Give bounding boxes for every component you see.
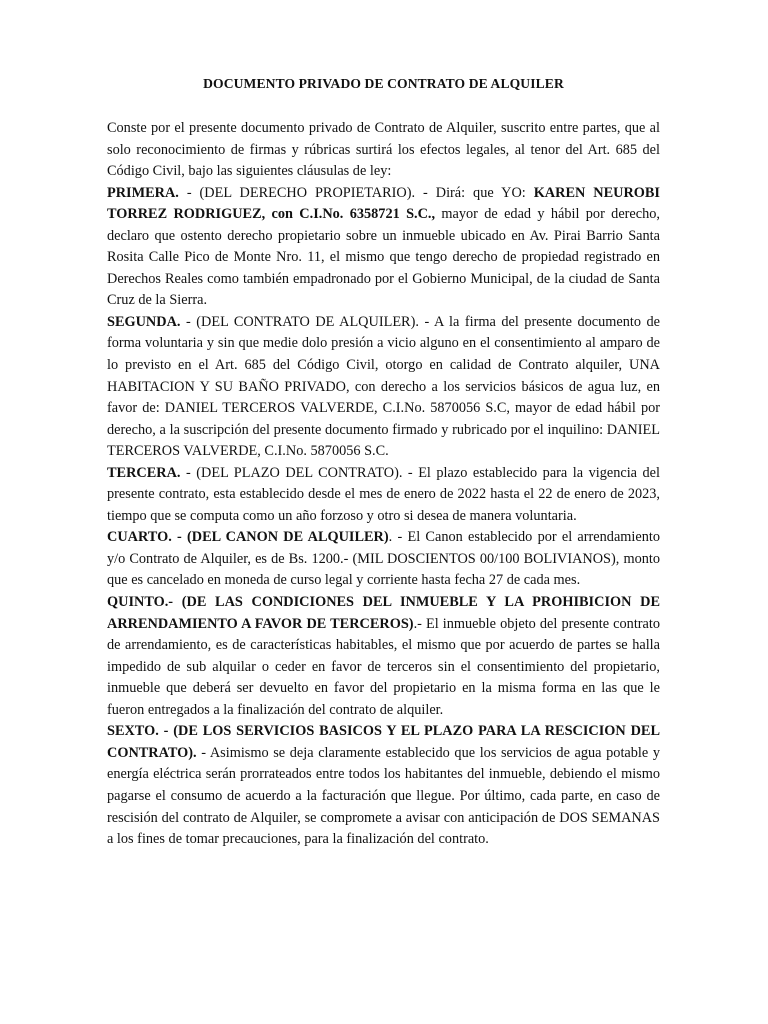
clause-tercera (107, 463, 660, 528)
clause-heading: QUINTO.- (DE LAS CONDICIONES DEL INMUEBLE Y LA PROHIBICION DE ARRENDAMIENTO A FAVOR DE TERCEROS) (107, 594, 660, 632)
clause-heading: CUARTO. - (DEL CANON DE ALQUILER) (107, 529, 389, 546)
clause-text: El Canon establecido por el arrendamiento y/o Contrato de Alquiler, es de Bs. 1200.- (MIL DOSCIENTOS 00/100 BOLIVIANOS), monto que es cancelado en moneda de curso legal y corriente hasta fecha 27 de cada mes. (107, 529, 660, 589)
intro-paragraph: Conste por el presente documento privado de Contrato de Alquiler, suscrito entre partes, que al solo reconocimiento de firmas y rúbricas surtirá los efectos legales, al tenor del Art. 685 del Código Civil, bajo las siguientes cláusulas de ley: (107, 120, 660, 180)
clause-text: El plazo establecido para la vigencia del presente contrato, esta establecido desde el mes de enero de 2022 hasta el 22 de enero de 2023, tiempo que se computa como un año forzoso y otro si desea de manera voluntaria. (107, 464, 660, 524)
clause-segunda (107, 312, 660, 463)
clause-text: Asimismo se deja claramente establecido que los servicios de agua potable y energía eléctrica serán prorrateados entre todos los habitantes del inmueble, debiendo el mismo pagarse el consumo de acuerdo a la facturación que llegue. Por último, cada parte, en caso de rescisión del contrato de Alquiler, se compromete a avisar con anticipación de DOS SEMANAS a los fines de tomar precauciones, para la finalización del contrato. (107, 744, 660, 848)
clause-bold-text: KAREN NEUROBI TORREZ RODRIGUEZ, con C.I.No. 6358721 S.C., (107, 184, 660, 223)
clause-cuarto (107, 527, 660, 592)
clause-primera (107, 183, 660, 312)
clause-subject: . - (388, 529, 408, 546)
clause-subject: - (196, 744, 210, 761)
clause-text: A la firma del presente documento de forma voluntaria y sin que medie dolo presión a vicio alguno en el consentimiento al amparo de lo previsto en el Art. 685 del Código Civil, otorgo en calidad de Contrato alquiler, UNA HABITACION Y SU BAÑO PRIVADO, con derecho a los servicios básicos de agua luz, en favor de: DANIEL TERCEROS VALVERDE, C.I.No. 5870056 S.C, mayor de edad hábil por derecho, a la suscripción del presente documento firmado y rubricado por el inquilino: DANIEL TERCEROS VALVERDE, C.I.No. 5870056 S.C. (107, 313, 660, 460)
clause-subject: .- (413, 615, 426, 632)
clause-heading: SEGUNDA. (107, 313, 181, 330)
clause-subject: - (DEL PLAZO DEL CONTRATO). - (180, 464, 419, 481)
document-title: DOCUMENTO PRIVADO DE CONTRATO DE ALQUILER (203, 76, 564, 91)
clause-heading: PRIMERA. (107, 184, 179, 201)
clause-subject: - (DEL CONTRATO DE ALQUILER). - (180, 313, 434, 330)
clause-heading: SEXTO. - (DE LOS SERVICIOS BASICOS Y EL PLAZO PARA LA RESCICION DEL CONTRATO). (107, 723, 660, 761)
clause-heading: TERCERA. (107, 464, 181, 481)
document-body (107, 118, 660, 851)
clause-subject: - (DEL DERECHO PROPIETARIO). - Dirá: que YO: (178, 184, 534, 201)
clause-sexto (107, 721, 660, 850)
clause-text: El inmueble objeto del presente contrato de arrendamiento, es de características habitables, el mismo que por acuerdo de partes se halla impedido de sub alquilar o ceder en favor de terceros sin el consentimiento del propietario, inmueble que deberá ser devuelto en favor del propietario en la misma forma en las que le fueron entregados a la finalización del contrato de alquiler. (107, 615, 661, 718)
clause-text: mayor de edad y hábil por derecho, declaro que ostento derecho propietario sobre un inmueble ubicado en Av. Pirai Barrio Santa Rosita Calle Pico de Monte Nro. 11, el mismo que tengo derecho de propiedad registrado en Derechos Reales como también empadronado por el Gobierno Municipal, de la ciudad de Santa Cruz de la Sierra. (107, 206, 660, 309)
clause-quinto (107, 592, 660, 721)
